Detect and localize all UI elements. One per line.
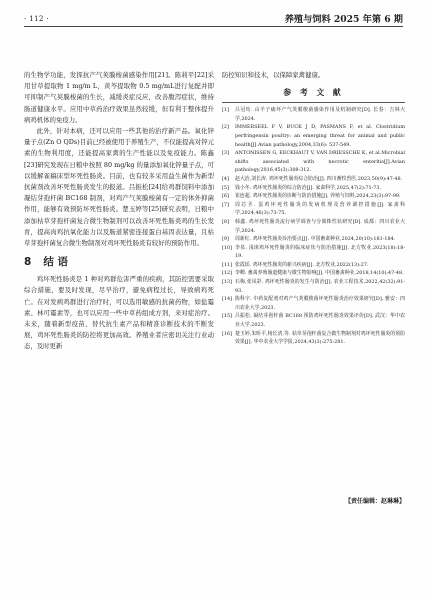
reference-number: [5] <box>222 184 229 191</box>
reference-text: 吕振松. 凝结芽孢杆菌 BC168 预防鸡坏死性肠炎效果评价[D]. 武汉：华中农业大学,2023. <box>235 313 405 329</box>
journal-title: 养殖与饲料 2025 年第 6 期 <box>284 14 403 25</box>
reference-item <box>222 106 405 123</box>
reference-number: [4] <box>222 175 229 182</box>
right-column <box>222 70 405 347</box>
reference-list <box>222 106 405 347</box>
paragraph: 鸡坏死性肠炎是 1 种对鸡群危害严重的疾病，其防控需要采取综合措施，要及时发现，尽早治疗，避免病程过长，导致病鸡死亡。在对发病鸡群进行治疗时，可以选用敏感的抗菌药物，如盐霉素、林可霉素等，也可以应用一些中草药组成方剂，来对症治疗。未来，随着新型疫苗、替代抗生素产品和精准诊断技术的不断发展，鸡坏死性肠炎的防控将更加高效。养殖业者应密切关注行业动态，及时更新 <box>24 275 214 351</box>
reference-text: IMMERSEEL F V, BUCK J D, PASMANS F, et al. Clostridium perfringensin poultry: an emerging threat for animal and public health[J].Avian pathology,2004,33(6): 537-549. <box>235 124 405 148</box>
reference-item <box>222 261 405 270</box>
reference-number: [7] <box>222 201 229 208</box>
reference-text: 张霞瑶. 鸡坏死性肠炎的新兴疾病[J]. 北方牧业,2022(13):27. <box>235 261 369 268</box>
reference-text: 吕冠珩. 山羊子痛坏产气荚膜梭菌感染作用及机制研究[D]. 长春：吉林大学,2024. <box>235 107 405 122</box>
references-heading: 参 考 文 献 <box>283 88 344 98</box>
reference-text: 赵大治,刘长涛. 鸡坏死性肠炎综合防治[J]. 四川畜牧兽医,2023,50(9):47-48. <box>235 175 403 182</box>
page-number: · 112 · <box>24 14 49 23</box>
section-title: 结 语 <box>43 256 68 269</box>
reference-item <box>222 218 405 235</box>
reference-number: [10] <box>222 244 233 251</box>
section-number: 8 <box>24 256 32 269</box>
reference-text: 崔连超. 鸡坏死性肠炎的诊断与防治措施[J]. 养殖与饲料,2024,23(3):97-99. <box>235 193 401 200</box>
reference-text: 周新红. 鸡坏死性肠炎诊治要点[J]. 中国畜禽种业,2024,20(10):181-184. <box>235 236 396 243</box>
reference-item <box>222 295 405 312</box>
reference-number: [9] <box>222 236 229 243</box>
body-text-left <box>24 70 214 249</box>
body-text-right <box>222 70 405 81</box>
references-rule <box>222 102 405 103</box>
reference-text: 韩鑫. 鸡坏死性肠炎流行病学调查与分离株性状研究[D]. 成都：四川农业大学,2024. <box>235 218 405 234</box>
reference-text: 李卿. 畜禽养殖肠道健康与微生物影响[J]. 中国畜禽种业,2018,14(10):47-48. <box>235 270 404 277</box>
reference-item <box>222 149 405 175</box>
left-column <box>24 70 214 353</box>
reference-item <box>222 312 405 329</box>
reference-item <box>222 123 405 149</box>
reference-number: [3] <box>222 150 229 157</box>
reference-number: [11] <box>222 261 233 268</box>
paragraph: 的生物学功能，发挥抗产气荚膜梭菌感染作用[21]。陈莉平[22]采用甘草提取物 1 mg/m L，黄芩提取物 0.5 mg/mL进行复配并即可抑制产气荚膜梭菌的生长，减缓炎症反应，改善腹泻症状，维持肠道健康水平。应用中草药治疗效果虽然较缓，但有利于整体提升病鸡机体的免疫力。 <box>24 71 214 124</box>
reference-text: 陈科宇. 中药复配剂对鸡产气荚膜梭菌坏死性肠炎治疗效果研究[D]. 雅安：四川农业大学,2023. <box>235 296 405 311</box>
reference-item <box>222 201 405 218</box>
paragraph: 此外，针对本病，还可以应用一些其他的治疗新产品。氧化锌量子点(Zn O QDs)目前已经被使用于养殖生产，不仅能提高对锌元素的生物利用度，还能提高家禽的生产性能以及免疫能力。陈鑫[23]研究发现在日粮中按照 80 mg/kg 的量添加氧化锌量子点，可以缓解雀稿床型坏死性肠炎。目前，也有较多采用益生菌作为新型抗菌剂改善坏死性肠炎发生的报道。吕振松[24]给鸡群饲料中添加凝结芽孢杆菌 BC168 制剂，对鸡产气荚膜梭菌有一定的体外抑菌作用，能够有效预防坏死性肠炎。楚玉婷等[25]研究表明，日粮中添加枯草芽孢杆菌复合微生物制剂可以改善坏死性肠炎鸡的生长发育，提高肉鸡抗氧化能力以及肠道紧密连接蛋白基因表达量，且枯草芽孢杆菌复合微生物制剂对鸡坏死性肠炎有较好的预防作用。 <box>24 127 214 248</box>
reference-text: 钱小冬. 鸡坏死性肠炎的综合防治[J]. 家禽科学,2025,47(2):71-73. <box>235 184 382 191</box>
reference-item <box>222 244 405 261</box>
reference-number: [1] <box>222 107 229 114</box>
reference-item <box>222 278 405 295</box>
editor-credit: 【责任编辑：赵琳琳】 <box>344 498 405 505</box>
reference-number: [6] <box>222 193 229 200</box>
reference-text: 李泉. 浅谈鸡坏死性肠炎的临床症状与防治措施[J]. 北方牧业,2023(18):18-19. <box>235 244 405 260</box>
reference-number: [15] <box>222 313 233 320</box>
reference-item <box>222 192 405 201</box>
reference-number: [8] <box>222 218 229 225</box>
reference-text: 周芯圣. 蛋鸡坏死性肠炎的发病机理及营养调控措施[J]. 家禽科学,2024,46(3):73-75. <box>235 201 405 217</box>
body-text-conclusion <box>24 274 214 352</box>
reference-item <box>222 269 405 278</box>
reference-text: ANTONISSEN G, EECKHAUT V, VAN DRIESSCHE K, et al.Microbial shifts associated with necrotic enteritis[J].Avian pathology,2016,45(3):308-312. <box>235 150 405 174</box>
reference-text: 楚玉婷,朱昕平,杨长清,等. 枯草芽孢杆菌复合微生物制剂对鸡坏死性肠炎的预防效果[J]. 华中农业大学学报,2024,43(3):275-281. <box>235 330 405 346</box>
reference-item <box>222 184 405 193</box>
reference-number: [16] <box>222 330 233 337</box>
reference-item <box>222 235 405 244</box>
paragraph: 防控知识和技术，以保障家禽健康。 <box>222 71 325 79</box>
header-rule <box>24 26 403 27</box>
reference-item <box>222 175 405 184</box>
reference-number: [14] <box>222 296 233 303</box>
section-heading-conclusion <box>24 254 214 269</box>
reference-text: 石梅,张凤彩. 鸡坏死性肠炎的发生与防治[J]. 农业工程技术,2022,42(32):91-93. <box>235 279 405 294</box>
reference-item <box>222 330 405 347</box>
reference-number: [2] <box>222 124 229 131</box>
reference-number: [12] <box>222 270 233 277</box>
reference-number: [13] <box>222 279 233 286</box>
